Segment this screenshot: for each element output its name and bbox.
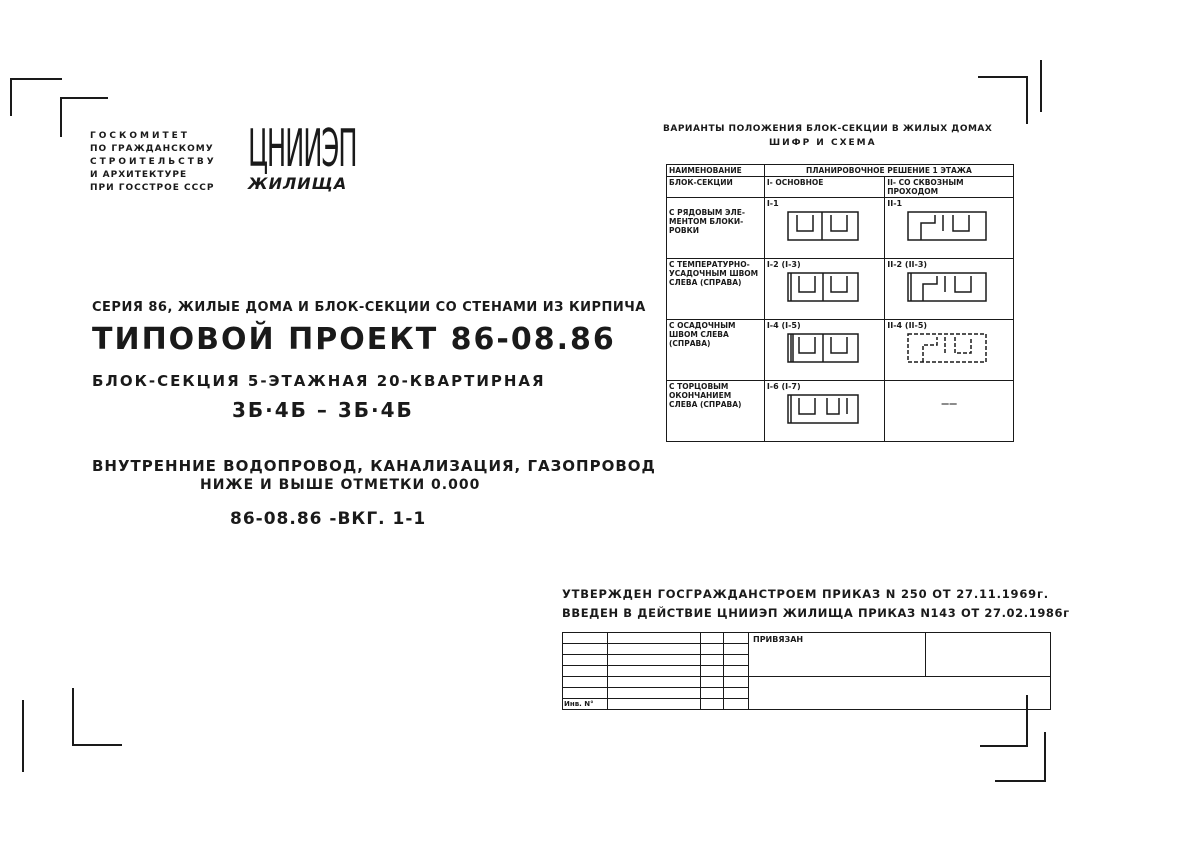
row-name: С ТЕМПЕРАТУРНО-УСАДОЧНЫМ ШВОМ СЛЕВА (СПРАВА)	[667, 259, 765, 320]
project-title: ТИПОВОЙ ПРОЕКТ 86-08.86	[92, 322, 616, 357]
row-name: С ТОРЦОВЫМ ОКОНЧАНИЕМ СЛЕВА (СПРАВА)	[667, 381, 765, 442]
table-header-plan: ПЛАНИРОВОЧНОЕ РЕШЕНИЕ 1 ЭТАЖА	[764, 165, 1013, 177]
plan-cell	[885, 259, 1014, 320]
plan-cell	[764, 381, 884, 442]
plan-code-empty: ——	[941, 399, 958, 408]
org-line: ГОСКОМИТЕТ	[90, 131, 190, 141]
plan-code: I-4 (I-5)	[766, 321, 801, 330]
plan-scheme-icon	[907, 272, 987, 302]
table-row	[667, 320, 1014, 381]
org-line: ПО ГРАЖДАНСКОМУ	[90, 144, 214, 154]
variants-subtitle: ШИФР И СХЕМА	[769, 138, 877, 148]
approval-line: УТВЕРЖДЕН ГОСГРАЖДАНСТРОЕМ ПРИКАЗ N 250 ОТ 27.11.1969г.	[562, 587, 1049, 601]
plan-cell	[885, 320, 1014, 381]
org-line: И АРХИТЕКТУРЕ	[90, 170, 188, 180]
logo-sub-text: ЖИЛИЩА	[248, 174, 348, 193]
table-header-col2: II- СО СКВОЗНЫМ ПРОХОДОМ	[885, 177, 1014, 198]
org-line: СТРОИТЕЛЬСТВУ	[90, 157, 217, 167]
variants-title: ВАРИАНТЫ ПОЛОЖЕНИЯ БЛОК-СЕКЦИИ В ЖИЛЫХ ДОМАХ	[663, 124, 993, 134]
plan-cell	[764, 259, 884, 320]
plan-cell	[764, 320, 884, 381]
logo-main-text: ЦНИИЭП	[248, 119, 357, 179]
subject-line-1: ВНУТРЕННИЕ ВОДОПРОВОД, КАНАЛИЗАЦИЯ, ГАЗОПРОВОД	[92, 457, 656, 475]
plan-scheme-icon	[787, 272, 859, 302]
subject-line-2: НИЖЕ И ВЫШЕ ОТМЕТКИ 0.000	[200, 477, 481, 493]
plan-code: I-2 (I-3)	[766, 260, 801, 269]
table-header-col1: I- ОСНОВНОЕ	[764, 177, 884, 198]
enactment-line: ВВЕДЕН В ДЕЙСТВИЕ ЦНИИЭП ЖИЛИЩА ПРИКАЗ N143 ОТ 27.02.1986г	[562, 606, 1070, 620]
plan-code: II-2 (II-3)	[887, 260, 928, 269]
organization-name	[90, 130, 217, 195]
table-row	[667, 381, 1014, 442]
plan-code: I-6 (I-7)	[766, 382, 801, 391]
institute-logo	[248, 119, 445, 193]
series-line: СЕРИЯ 86, ЖИЛЫЕ ДОМА И БЛОК-СЕКЦИИ СО СТЕНАМИ ИЗ КИРПИЧА	[92, 300, 646, 315]
plan-cell	[885, 198, 1014, 259]
plan-scheme-icon	[907, 333, 987, 363]
plan-code: I-1	[766, 199, 779, 208]
stamp-table	[562, 632, 1051, 710]
table-row	[667, 198, 1014, 259]
plan-code: II-1	[887, 199, 903, 208]
inventory-number-label: Инв. N°	[563, 699, 608, 710]
row-name: С ОСАДОЧНЫМ ШВОМ СЛЕВА (СПРАВА)	[667, 320, 765, 381]
block-code: 3Б·4Б – 3Б·4Б	[232, 398, 414, 422]
plan-scheme-icon	[787, 333, 859, 363]
block-section-line: БЛОК-СЕКЦИЯ 5-ЭТАЖНАЯ 20-КВАРТИРНАЯ	[92, 372, 546, 390]
plan-scheme-icon	[907, 211, 987, 241]
plan-scheme-icon	[787, 211, 859, 241]
document-code: 86-08.86 -ВКГ. 1-1	[230, 509, 427, 529]
table-header-block: БЛОК-СЕКЦИИ	[667, 177, 765, 198]
table-row	[667, 259, 1014, 320]
plan-cell	[885, 381, 1014, 442]
plan-scheme-icon	[787, 394, 859, 424]
plan-code: II-4 (II-5)	[887, 321, 928, 330]
row-name: С РЯДОВЫМ ЭЛЕ-МЕНТОМ БЛОКИ-РОВКИ	[667, 198, 765, 259]
variants-table	[666, 164, 1014, 442]
table-header-name: НАИМЕНОВАНИЕ	[667, 165, 765, 177]
attached-label: ПРИВЯЗАН	[749, 633, 926, 677]
org-line: ПРИ ГОССТРОЕ СССР	[90, 183, 215, 193]
plan-cell	[764, 198, 884, 259]
